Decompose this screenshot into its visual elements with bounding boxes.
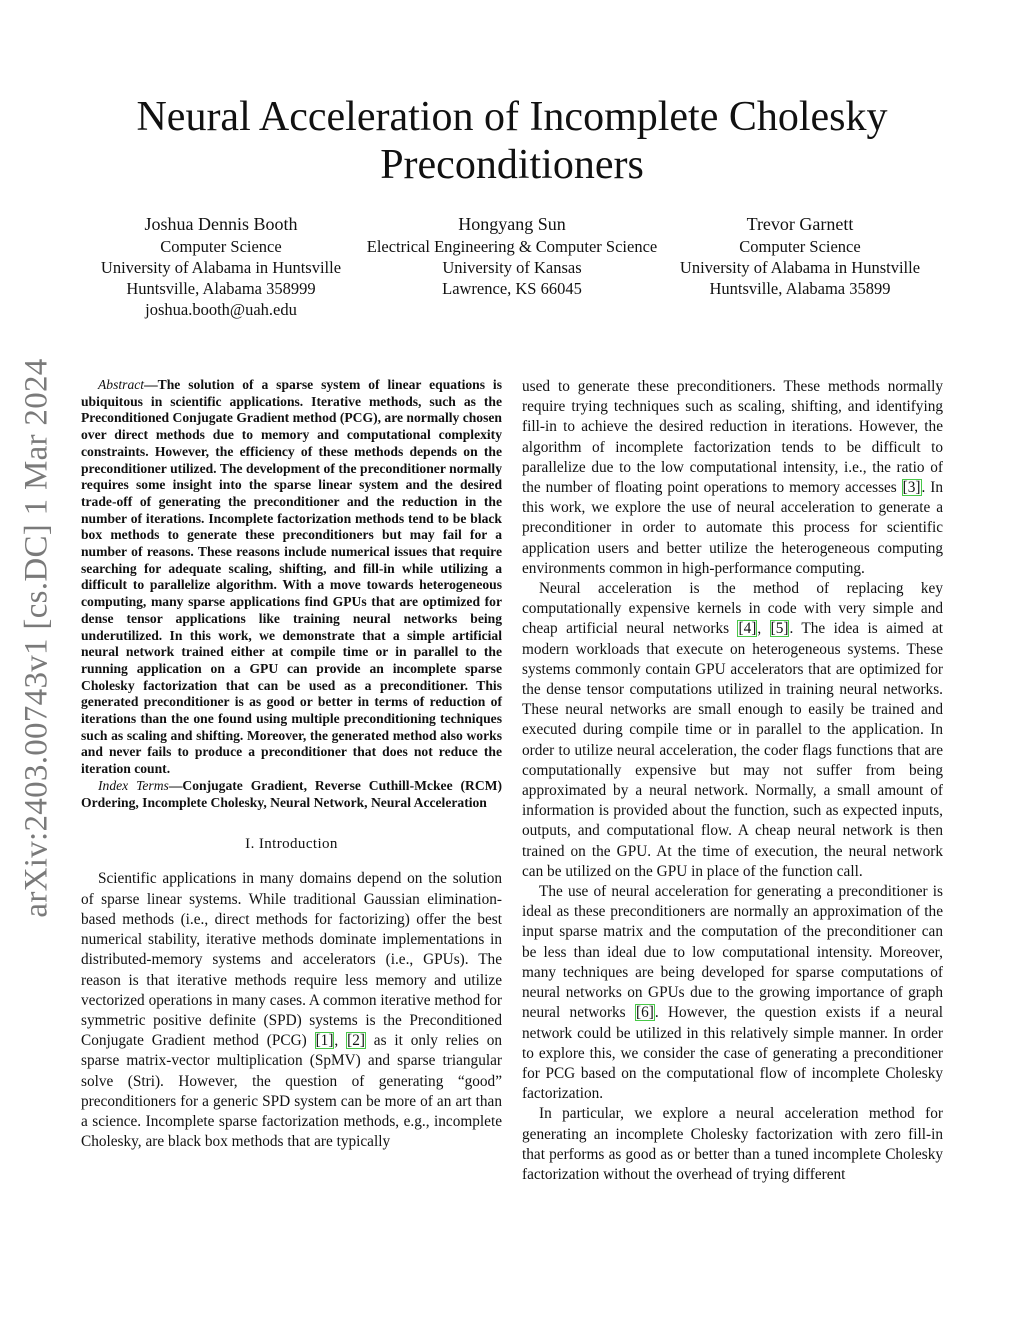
body-paragraph-neural-acceleration: Neural acceleration is the method of replacing key computationally expensive kernels in code with very simple and cheap artificial neural networks [4], [5]. The idea is aimed at modern workloads that execute on heterogeneous systems. These systems commonly contain GPU accelerators that are optimized for the dense tensor computations utilized in training neural networks. These neural networks are small enough to easily be trained and executed during compile time or in parallel to the application. In order to utilize neural acceleration, the coder flags functions that are computationally expensive but may not suffer from being approximated by a neural network. Normally, a small amount of information is provided about the function, such as expected inputs, outputs, and computational flow. A cheap neural network is then trained on the GPU. At the time of execution, the neural network can be utilized on the GPU in place of the function call. [522, 580, 943, 880]
intro-paragraph-1: Scientific applications in many domains depend on the solution of sparse linear systems. While traditional Gaussian elimination-based methods (i.e., direct methods for factorizing) offer the best numerical stability, iterative methods dominate implementations in distributed-memory systems and accelerators (i.e., GPUs). The reason is that iterative methods require less memory and utilize vectorized operations in many cases. A common iterative method for symmetric positive definite (SPD) systems is the Preconditioned Conjugate Gradient method (PCG) [1], [2] as it only relies on sparse matrix-vector multiplication (SpMV) and sparse triangular solve (Stri). However, the question of generating “good” preconditioners for a generic SPD system can be more of an art than a science. Incomplete sparse factorization methods, e.g., incomplete Cholesky, are black box methods that are typically [81, 870, 502, 1151]
author-block-1 [84, 212, 358, 320]
citation-link[interactable]: [6] [635, 1004, 654, 1022]
author-dept: Electrical Engineering & Computer Science [366, 237, 658, 256]
author-addr: Huntsville, Alabama 35899 [709, 279, 891, 298]
body-paragraph-in-particular: In particular, we explore a neural acceleration method for generating an incomplete Cholesky factorization with zero fill-in that performs as good as or better than a tuned incomplete Cholesky factorization without the overhead of trying different [522, 1105, 943, 1183]
abstract-text: —The solution of a sparse system of linear equations is ubiquitous in scientific applications. Iterative methods, such as the Preconditioned Conjugate Gradient method (PCG), are normally chosen over direct methods due to memory and computational complexity constraints. However, the efficiency of these methods depends on the preconditioner utilized. The development of the preconditioner normally requires some insight into the sparse linear system and the desired trade-off of generating the preconditioner and the reduction in the number of iterations. Incomplete factorization methods tend to be black box methods to generate these preconditioners but may fail for a number of reasons. These reasons include numerical issues that require searching for adequate scaling, shifting, and fill-in while utilizing a difficult to parallelize algorithm. With a move towards heterogeneous computing, many sparse applications find GPUs that are optimized for dense tensor applications like training neural networks being underutilized. In this work, we demonstrate that a simple artificial neural network trained either at compile time or in parallel to the running application on a GPU can provide an incomplete sparse Cholesky factorization that can be used as a preconditioner. This generated preconditioner is as good or better in terms of reduction of iterations than the one found using multiple preconditioning techniques such as scaling and shifting. Moreover, the generated method also works and never fails to produce a preconditioner that does not reduce the iteration count. [81, 377, 502, 777]
right-column [522, 377, 943, 1185]
author-block-2 [356, 212, 668, 299]
author-email[interactable]: joshua.booth@uah.edu [145, 300, 297, 319]
author-dept: Computer Science [160, 237, 282, 256]
section-heading-introduction: I. Introduction [245, 836, 338, 853]
body-paragraph-use-of-neural-acceleration: The use of neural acceleration for generating a preconditioner is ideal as these preconditioners are normally an approximation of the input sparse matrix and the computation of the preconditioner can be less than ideal due to low computational intensity. Moreover, many techniques are being developed for sparse computations of neural networks on GPUs due to the growing importance of graph neural networks [6]. However, the question exists if a neural network could be utilized in this relatively simple manner. In order to explore this, we consider the case of generating a preconditioner for PCG based on the computational flow of incomplete Cholesky factorization. [522, 883, 944, 1103]
author-addr: Huntsville, Alabama 358999 [126, 279, 316, 298]
author-univ: University of Alabama in Huntsville [100, 258, 342, 277]
author-univ: University of Kansas [442, 258, 582, 277]
abstract-label: Abstract [98, 377, 145, 392]
author-block-3 [668, 212, 932, 299]
author-dept: Computer Science [739, 237, 861, 256]
index-terms-label: Index Terms [98, 777, 169, 793]
left-column [81, 377, 502, 1152]
paper-title [80, 93, 944, 189]
author-univ: University of Alabama in Hunstville [679, 258, 921, 277]
author-name: Hongyang Sun [458, 214, 566, 234]
author-addr: Lawrence, KS 66045 [442, 279, 582, 298]
author-name: Joshua Dennis Booth [144, 214, 298, 234]
title-line-1: Neural Acceleration of Incomplete Cholesky [136, 94, 888, 140]
citation-link[interactable]: [2] [347, 1032, 365, 1050]
citation-link[interactable]: [4] [738, 620, 757, 638]
author-name: Trevor Garnett [746, 214, 854, 234]
title-line-2: Preconditioners [380, 142, 644, 188]
body-paragraph-continued: used to generate these preconditioners. These methods normally require trying techniques such as scaling, shifting, and identifying fill-in to achieve the desired reduction in iterations. However, the algorithm of incomplete factorization tends to be difficult to parallelize due to the low computational intensity, i.e., the ratio of the number of floating point operations to memory accesses [3]. In this work, we explore the use of neural acceleration to generate a preconditioner in order to automate this process for scientific application users and better utilize the heterogeneous computing environments common in high-performance computing. [522, 378, 943, 577]
abstract-paragraph [81, 377, 502, 778]
arxiv-stamp [12, 345, 62, 930]
citation-link[interactable]: [3] [902, 479, 921, 497]
index-terms [81, 778, 502, 811]
index-terms-text: —Conjugate Gradient, Reverse Cuthill-Mckee (RCM) Ordering, Incomplete Cholesky, Neural Network, Neural Acceleration [81, 777, 502, 810]
citation-link[interactable]: [1] [315, 1032, 334, 1050]
arxiv-stamp-text: arXiv:2403.00743v1 [cs.DC] 1 Mar 2024 [18, 357, 55, 918]
citation-link[interactable]: [5] [770, 620, 789, 638]
abstract [81, 377, 502, 811]
